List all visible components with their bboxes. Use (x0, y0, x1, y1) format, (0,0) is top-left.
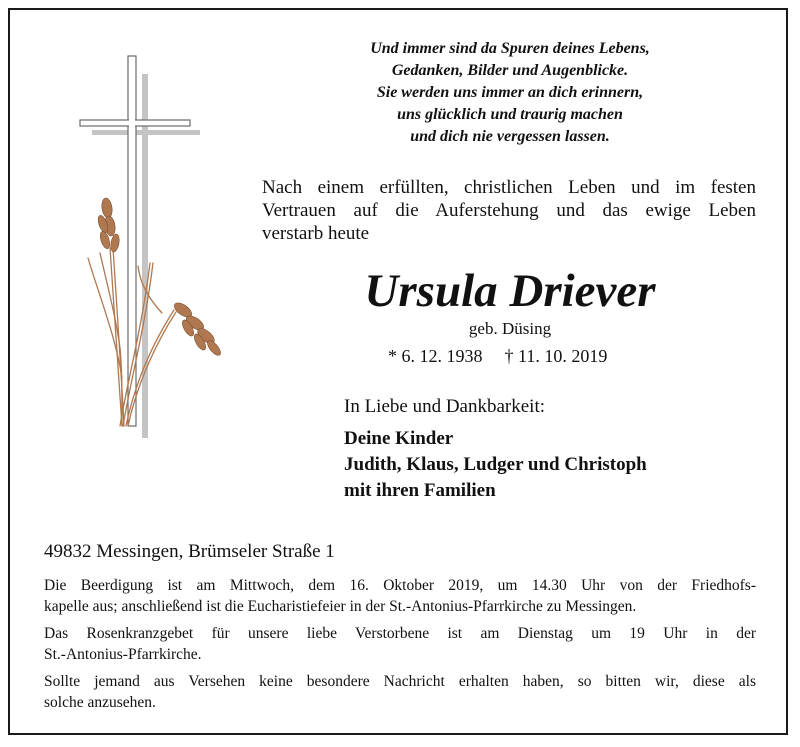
poem-line: und dich nie vergessen lassen. (410, 128, 610, 145)
signer-line: Deine Kinder (344, 428, 454, 449)
funeral-line: Die Beerdigung ist am Mittwoch, dem 16. Oktober 2019, um 14.30 Uhr von der Friedhofs- (44, 577, 756, 594)
life-dates (388, 344, 648, 368)
signers (344, 426, 647, 504)
poem (300, 38, 720, 148)
signer-line: Judith, Klaus, Ludger und Christoph (344, 454, 647, 475)
rosary-line: St.-Antonius-Pfarrkirche. (44, 646, 202, 663)
death-date: † 11. 10. 2019 (504, 346, 608, 366)
thanks-line: In Liebe und Dankbarkeit: (344, 396, 546, 417)
maiden-name: geb. Düsing (468, 319, 552, 338)
rosary-info (44, 623, 756, 665)
intro-line: Nach einem erfüllten, christlichen Leben und im festen (262, 177, 756, 198)
poem-line: Gedanken, Bilder und Augenblicke. (391, 62, 629, 79)
deceased-name: Ursula Driever (364, 265, 656, 317)
address: 49832 Messingen, Brümseler Straße 1 (44, 541, 335, 562)
notice-line: solche anzusehen. (44, 694, 156, 711)
birth-date: * 6. 12. 1938 (388, 346, 483, 366)
intro-text (262, 176, 756, 245)
intro-line: Vertrauen auf die Auferstehung und das ewige Leben (262, 200, 756, 221)
poem-line: Sie werden uns immer an dich erinnern, (376, 84, 644, 101)
intro-line: verstarb heute (262, 223, 370, 244)
signer-line: mit ihren Familien (344, 480, 496, 501)
funeral-line: kapelle aus; anschließend ist die Eucharistiefeier in der St.-Antonius-Pfarrkirche zu Messingen. (44, 598, 637, 615)
poem-line: uns glücklich und traurig machen (397, 106, 623, 123)
funeral-info (44, 575, 756, 617)
notice-line: Sollte jemand aus Versehen keine besondere Nachricht erhalten haben, so bitten wir, diese als (44, 673, 756, 690)
rosary-line: Das Rosenkranzgebet für unsere liebe Verstorbene ist am Dienstag um 19 Uhr in der (44, 625, 756, 642)
poem-line: Und immer sind da Spuren deines Lebens, (370, 40, 650, 57)
notice-info (44, 671, 756, 713)
cross-wheat-icon (70, 48, 230, 448)
